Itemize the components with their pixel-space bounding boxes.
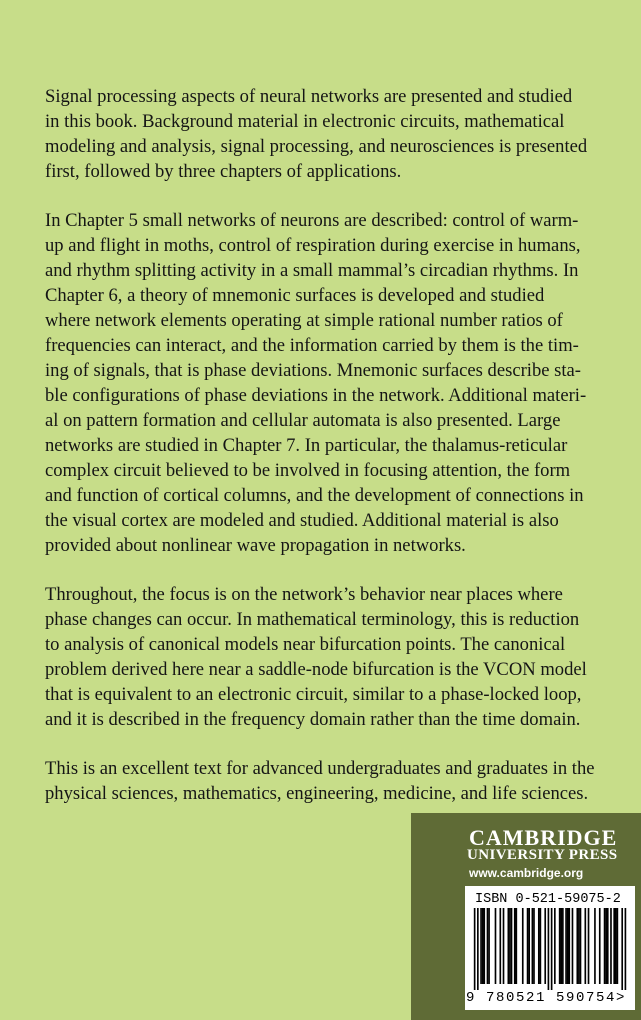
barcode-bar	[499, 908, 501, 984]
publisher-name: CAMBRIDGE	[469, 825, 618, 850]
barcode-bar	[487, 908, 489, 984]
barcode-bar	[617, 908, 619, 984]
barcode-bar	[495, 908, 497, 984]
barcode-bar	[483, 908, 485, 984]
barcode-bar	[532, 908, 534, 984]
barcode-icon	[469, 908, 631, 990]
barcode-bar	[514, 908, 516, 984]
barcode-bar	[613, 908, 615, 984]
barcode-bar	[607, 908, 609, 984]
publisher-block	[411, 813, 641, 1020]
publisher-subtitle: UNIVERSITY PRESS	[467, 847, 618, 863]
barcode-bar	[474, 908, 476, 990]
barcode-bar	[568, 908, 570, 984]
barcode-bar	[538, 908, 540, 984]
barcode-bar	[560, 908, 562, 984]
ean-digits: 9 780521 590754>	[466, 990, 627, 1006]
barcode-bar	[610, 908, 612, 984]
barcode-bar	[516, 908, 518, 984]
barcode-bar	[565, 908, 567, 984]
barcode-bar	[477, 908, 479, 990]
barcode-bar	[621, 908, 623, 990]
barcode-bar	[544, 908, 546, 984]
barcode-bar	[509, 908, 511, 984]
barcode-bar	[584, 908, 586, 984]
barcode-bar	[551, 908, 553, 990]
isbn-label: ISBN 0-521-59075-2	[475, 892, 621, 907]
barcode-bar	[615, 908, 617, 984]
barcode-bar	[528, 908, 530, 984]
barcode-bar	[548, 908, 550, 990]
barcode-bar	[480, 908, 482, 984]
barcode-bar	[599, 908, 601, 984]
publisher-url: www.cambridge.org	[469, 866, 584, 880]
barcode-bar	[605, 908, 607, 984]
barcode-bar	[580, 908, 582, 984]
barcode-bar	[540, 908, 542, 984]
paragraph-audience: This is an excellent text for advanced undergraduates and graduates in the physical sciences, mathematics, engineering, medicine, and life sciences.	[45, 758, 595, 804]
barcode-bar	[562, 908, 564, 984]
barcode-panel	[465, 886, 635, 1010]
barcode-bar	[604, 908, 606, 984]
paragraph-intro: Signal processing aspects of neural networks are presented and studied in this book. Background material in electronic circuits, mathematical modeling and analysis, signal processing, and neurosciences is presented first, followed by three chapters of applications.	[45, 86, 588, 182]
barcode-bar	[576, 908, 578, 984]
barcode-bar	[588, 908, 590, 984]
barcode-bar	[503, 908, 505, 984]
barcode-bar	[527, 908, 529, 984]
barcode-bar	[511, 908, 513, 984]
barcode-bar	[625, 908, 627, 990]
barcode-bar	[559, 908, 561, 984]
barcode-bar	[488, 908, 490, 984]
barcode-bar	[578, 908, 580, 984]
barcode-bar	[554, 908, 556, 984]
barcode-bar	[508, 908, 510, 984]
back-cover-text	[45, 84, 600, 830]
barcode-bar	[572, 908, 574, 984]
paragraph-chapters: In Chapter 5 small networks of neurons are described: control of warm- up and flight in moths, control of respiration during exercise in humans, and rhythm splitting activity in a small mammal’s circadian rhythms. In Chapter 6, a theory of mnemonic surfaces is developed and studied where network elements operating at simple rational number ratios of frequencies can interact, and the information carried by them is the tim- ing of signals, that is phase deviations. Mnemonic surfaces describe sta- ble configurations of phase deviations in the network. Additional materi- al on pattern formation and cellular automata is also presented. Large networks are studied in Chapter 7. In particular, the thalamus-reticular complex circuit believed to be involved in focusing attention, the form and function of cortical columns, and the development of connections in the visual cortex are modeled and studied. Additional material is also provided about nonlinear wave propagation in networks.	[45, 210, 587, 556]
barcode-bar	[522, 908, 524, 984]
barcode-bar	[482, 908, 484, 984]
paragraph-focus: Throughout, the focus is on the network’s behavior near places where phase changes can occur. In mathematical terminology, this is reduction to analysis of canonical models near bifurcation points. The canonical problem derived here near a saddle-node bifurcation is the VCON model that is equivalent to an electronic circuit, similar to a phase-locked loop, and it is described in the frequency domain rather than the time domain.	[45, 584, 587, 730]
barcode-bar	[594, 908, 596, 984]
barcode-bar	[567, 908, 569, 984]
barcode-bar	[533, 908, 535, 984]
